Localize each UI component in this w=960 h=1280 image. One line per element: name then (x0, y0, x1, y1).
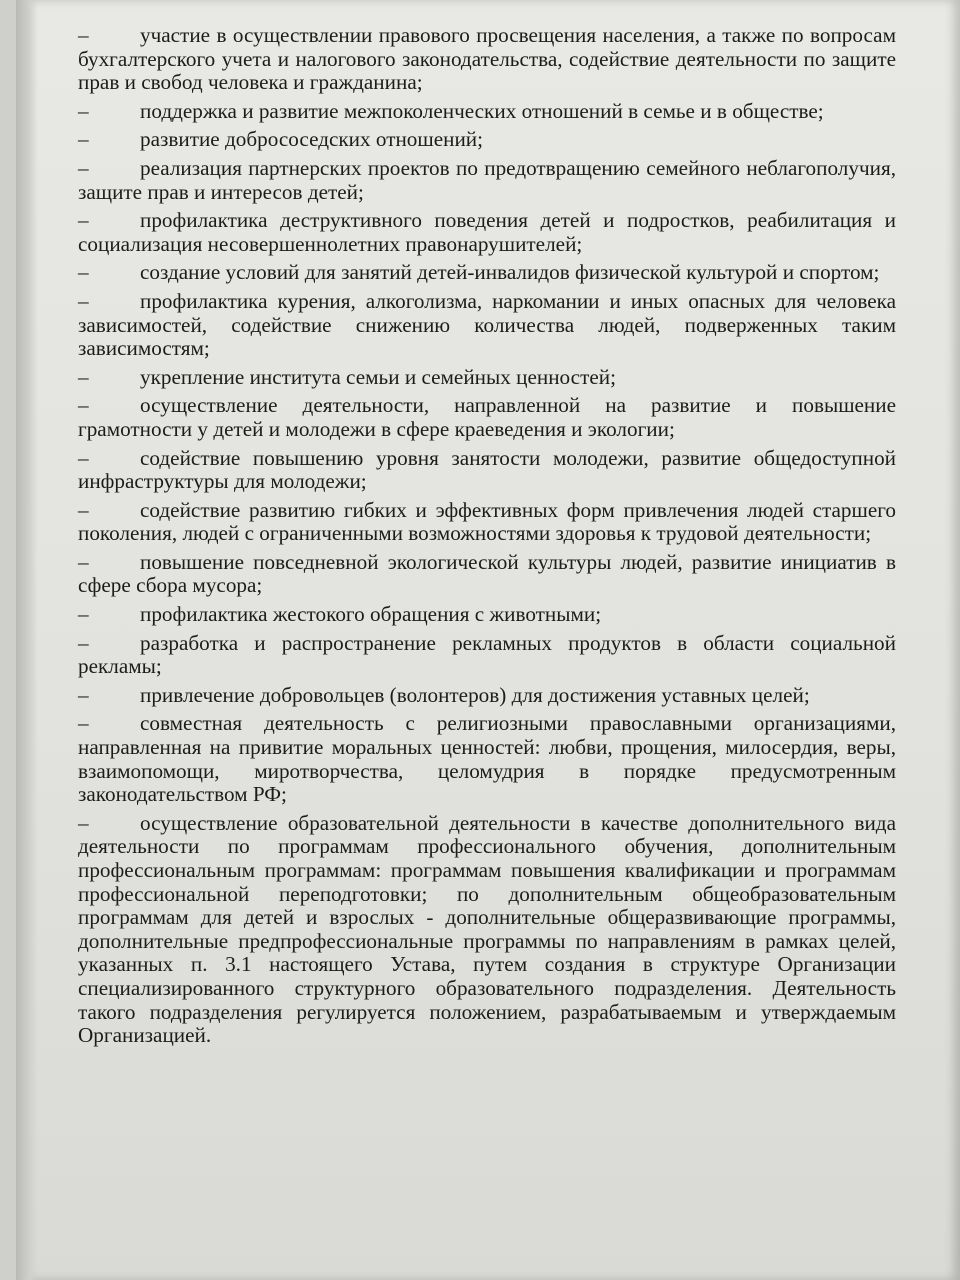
bullet-dash: – (78, 208, 89, 233)
list-item (78, 632, 896, 679)
list-item (78, 394, 896, 441)
list-item (78, 209, 896, 256)
bullet-dash: – (78, 549, 89, 574)
bullet-dash: – (78, 682, 89, 707)
list-item (78, 447, 896, 494)
list-item-text: профилактика жестокого обращения с животными; (140, 602, 602, 627)
list-item-text: привлечение добровольцев (волонтеров) для достижения уставных целей; (140, 682, 810, 707)
list-item-text: участие в осуществлении правового просвещения населения, а также по вопросам бухгалтерского учета и налогового законодательства, содействие деятельности по защите прав и свобод человека и гражданина; (78, 23, 896, 95)
list-item-text: повышение повседневной экологической культуры людей, развитие инициатив в сфере сбора мусора; (78, 549, 896, 598)
list-item-text: профилактика курения, алкоголизма, наркомании и иных опасных для человека зависимостей, содействие снижению количества людей, подверженных таким зависимостям; (78, 288, 896, 361)
bullet-dash: – (78, 155, 89, 180)
bullet-dash: – (78, 23, 89, 47)
bullet-dash: – (78, 288, 89, 313)
list-item-text: реализация партнерских проектов по предотвращению семейного неблагополучия, защите прав и интересов детей; (78, 155, 896, 204)
list-item-text: совместная деятельность с религиозными православными организациями, направленная на привитие моральных ценностей: любви, прощения, милосердия, веры, взаимопомощи, миротворчества, целомудрия в порядке предусмотренным законодательством РФ; (78, 711, 896, 807)
list-item (78, 261, 896, 285)
list-item-text: укрепление института семьи и семейных ценностей; (140, 364, 616, 389)
bullet-dash: – (78, 497, 89, 522)
bullet-dash: – (78, 393, 89, 418)
list-item-text: осуществление деятельности, направленной на развитие и повышение грамотности у детей и молодежи в сфере краеведения и экологии; (78, 393, 896, 441)
list-item-text: содействие повышению уровня занятости молодежи, развитие общедоступной инфраструктуры для молодежи; (78, 445, 896, 494)
bullet-dash: – (78, 445, 89, 470)
list-item (78, 290, 896, 361)
list-item (78, 100, 896, 124)
list-item-text: разработка и распространение рекламных продуктов в области социальной рекламы; (78, 630, 896, 679)
list-item (78, 499, 896, 546)
list-item-text: профилактика деструктивного поведения детей и подростков, реабилитация и социализация несовершеннолетних правонарушителей; (78, 208, 896, 256)
bullet-dash: – (78, 260, 89, 285)
list-item-text: развитие добрососедских отношений; (140, 127, 484, 152)
bullet-dash: – (78, 602, 89, 627)
list-item-text: поддержка и развитие межпоколенческих отношений в семье и в обществе; (140, 98, 824, 123)
list-item (78, 551, 896, 598)
page-edge-shadow (16, 0, 38, 1280)
list-item (78, 128, 896, 152)
bullet-dash: – (78, 810, 89, 835)
list-item (78, 157, 896, 204)
bullet-dash: – (78, 127, 89, 152)
list-item-text: создание условий для занятий детей-инвалидов физической культурой и спортом; (140, 260, 880, 285)
bullet-dash: – (78, 630, 89, 655)
document-page (16, 0, 960, 1280)
document-body (78, 24, 896, 1053)
bullet-dash: – (78, 364, 89, 389)
bullet-dash: – (78, 98, 89, 123)
list-item-text: осуществление образовательной деятельности в качестве дополнительного вида деятельности по программам профессионального обучения, дополнительным профессиональным программам: программам повышения квалификации и программам профессиональной переподготовки; по дополнительным общеобразовательным программам для детей и взрослых - дополнительные общеразвивающие программы, дополнительные предпрофессиональные программы по направлениям в рамках целей, указанных п. 3.1 настоящего Устава, путем создания в структуре Организации специализированного структурного образовательного подразделения. Деятельность такого подразделения регулируется положением, разрабатываемым и утверждаемым Организацией. (78, 810, 896, 1048)
list-item (78, 684, 896, 708)
bullet-dash: – (78, 711, 89, 736)
list-item (78, 603, 896, 627)
list-item-text: содействие развитию гибких и эффективных форм привлечения людей старшего поколения, людей с ограниченными возможностями здоровья к трудовой деятельности; (78, 497, 896, 546)
list-item (78, 24, 896, 95)
list-item (78, 712, 896, 806)
list-item (78, 812, 896, 1048)
list-item (78, 366, 896, 390)
